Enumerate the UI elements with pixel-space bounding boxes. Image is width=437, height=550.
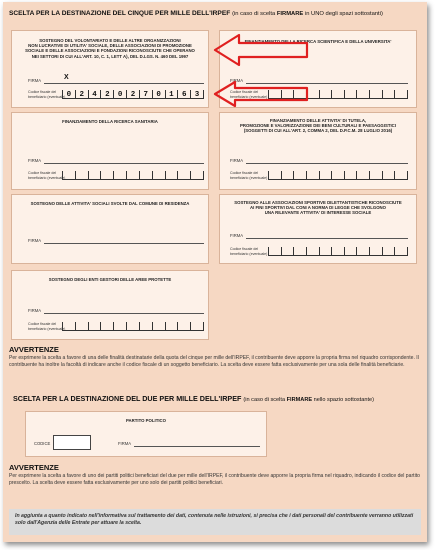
cf-digit: [113, 171, 126, 180]
avvertenze-due-heading: AVVERTENZE: [9, 463, 59, 472]
cf-digit: [268, 247, 281, 256]
box-title-ricerca-sanitaria: FINANZIAMENTO DELLA RICERCA SANITARIA: [62, 119, 158, 124]
cf-digit: [331, 90, 344, 99]
cinque-subtitle-post: in UNO degli spazi sottostanti): [303, 11, 383, 17]
cf-digit: [75, 322, 88, 331]
cf-digit: [369, 247, 382, 256]
box-comune-residenza: [11, 194, 209, 264]
cf-digit: [319, 90, 332, 99]
firma-label: FIRMA: [230, 233, 244, 238]
cf-digit: [268, 171, 281, 180]
box-title-sportive: SOSTEGNO ALLE ASSOCIAZIONI SPORTIVE DILETTANTISTICHE RICONOSCIUTE AI FINI SPORTIVI DAL CONI A NORMA DI LEGGE CHE SVOLGONO UNA RILEVANTE ATTIVITA' DI INTERESSE SOCIALE: [234, 200, 402, 216]
cf-digit: [177, 171, 190, 180]
codice-fiscale-input[interactable]: [268, 247, 408, 256]
cf-digit: 7: [139, 90, 152, 99]
cf-label: Codice fiscale del beneficiario (eventuale): [230, 90, 268, 99]
cf-digit: [293, 247, 306, 256]
box-title-aree-protette: SOSTEGNO DEGLI ENTI GESTORI DELLE AREE PROTETTE: [48, 277, 172, 282]
firma-line[interactable]: [44, 243, 204, 244]
firma-line[interactable]: [44, 313, 204, 314]
cf-digit: [177, 322, 190, 331]
firma-line[interactable]: [44, 163, 204, 164]
due-subtitle-bold: FIRMARE: [286, 397, 313, 403]
cf-label: Codice fiscale del beneficiario (eventuale): [230, 247, 268, 256]
cf-digit: [88, 171, 101, 180]
cf-digit: [139, 322, 152, 331]
cf-digit: [62, 322, 75, 331]
firma-line[interactable]: [134, 446, 260, 447]
cf-digit: [62, 171, 75, 180]
cf-digit: [152, 171, 165, 180]
cf-label: Codice fiscale del beneficiario (eventuale): [28, 90, 66, 99]
firma-label: FIRMA: [28, 78, 42, 83]
cinque-title-subtitle: [232, 11, 383, 17]
cf-digit: 4: [88, 90, 101, 99]
box-aree-protette: [11, 270, 209, 340]
cf-digit: [331, 247, 344, 256]
cf-digit: [100, 322, 113, 331]
box-title-beni-culturali: FINANZIAMENTO DELLE ATTIVITA' DI TUTELA, PROMOZIONE E VALORIZZAZIONE DEI BENI CULTURALI E PAESAGGISTICI (SOGGETTI DI CUI ALL'ART. 2, COMMA 2, DEL D.P.C.M. 28 LUGLIO 2016): [240, 118, 396, 134]
cf-digit: 0: [152, 90, 165, 99]
codice-partito-input[interactable]: [53, 435, 91, 450]
cf-digit: [394, 247, 408, 256]
due-per-mille-title: [13, 394, 374, 403]
firma-line[interactable]: [246, 163, 408, 164]
firma-label: FIRMA: [230, 158, 244, 163]
box-title-ricerca-scientifica: FINANZIAMENTO DELLA RICERCA SCIENTIFICA E DELLA UNIVERSITA': [244, 39, 392, 44]
due-title-subtitle: [243, 397, 374, 403]
cinque-title-text: SCELTA PER LA DESTINAZIONE DEL CINQUE PER MILLE DELL'IRPEF: [9, 10, 231, 17]
cf-digit: [165, 171, 178, 180]
due-title-text: SCELTA PER LA DESTINAZIONE DEL DUE PER MILLE DELL'IRPEF: [13, 394, 242, 403]
cf-digit: [344, 247, 357, 256]
cf-digit: [139, 171, 152, 180]
firma-label: FIRMA: [28, 158, 42, 163]
cf-digit: [394, 171, 408, 180]
privacy-footer-note: In aggiunta a quanto indicato nell'informativa sul trattamento dei dati, contenuta nelle istruzioni, si precisa che i dati personali del contribuente verranno utilizzati solo dall'Agenzia delle Entrate per attuare la scelta.: [9, 509, 421, 535]
cf-digit: 0: [113, 90, 126, 99]
cf-digit: [293, 171, 306, 180]
cf-digit: [190, 322, 204, 331]
cf-digit: [100, 171, 113, 180]
cf-digit: 2: [100, 90, 113, 99]
cf-digit: [165, 322, 178, 331]
avvertenze-text: Per esprimere la scelta a favore di una delle finalità destinatarie della quota del cinque per mille dell'IRPEF, il contribuente deve apporre la propria firma nel riquadro corrispondente. Il contribuente ha inoltre la facoltà di indicare anche il codice fiscale di un soggetto beneficiario. La scelta deve essere fatta esclusivamente per una sola delle finalità beneficiarie.: [9, 355, 419, 368]
box-title-volontariato: SOSTEGNO DEL VOLONTARIATO E DELLE ALTRE ORGANIZZAZIONI NON LUCRATIVE DI UTILITA' SOCIALE, DELLE ASSOCIAZIONI DI PROMOZIONE SOCIALE E DELLE ASSOCIAZIONI E FONDAZIONI RICONOSCIUTE CHE OPERANO NEI SETTORI DI CUI ALL'ART. 10, C. 1, LETT A), DEL D.LGS. N. 460 DEL 1997: [25, 38, 195, 59]
firma-line[interactable]: [44, 83, 204, 84]
cf-digit: 2: [126, 90, 139, 99]
cf-digit: [369, 171, 382, 180]
cf-label: Codice fiscale del beneficiario (eventuale): [28, 171, 66, 180]
box-title-partito: PARTITO POLITICO: [126, 418, 166, 423]
cf-digit: [356, 247, 369, 256]
cf-digit: [356, 90, 369, 99]
cf-digit: [88, 322, 101, 331]
cf-digit: [126, 322, 139, 331]
red-arrow-icon: [213, 80, 309, 108]
due-subtitle-pre: (in caso di scelta: [243, 397, 287, 403]
firma-line[interactable]: [246, 238, 408, 239]
avvertenze-heading: AVVERTENZE: [9, 345, 59, 354]
cf-digit: 2: [75, 90, 88, 99]
cinque-subtitle-pre: (in caso di scelta: [232, 11, 277, 17]
cf-digit: [319, 171, 332, 180]
cf-digit: [190, 171, 204, 180]
cf-label: Codice fiscale del beneficiario (eventuale): [230, 171, 268, 180]
cf-digit: [382, 171, 395, 180]
cf-digit: [331, 171, 344, 180]
red-arrow-icon: [213, 32, 309, 68]
cf-digit: [126, 171, 139, 180]
tax-form-sheet: [3, 2, 427, 542]
cf-digit: [344, 171, 357, 180]
firma-label: FIRMA: [230, 78, 244, 83]
cf-digit: 1: [165, 90, 178, 99]
box-partito-politico: [25, 411, 267, 457]
box-ricerca-sanitaria: [11, 112, 209, 190]
box-volontariato: [11, 30, 209, 108]
cf-digit: [306, 247, 319, 256]
cf-digit: 6: [177, 90, 190, 99]
cf-digit: [75, 171, 88, 180]
codice-fiscale-input[interactable]: [268, 171, 408, 180]
cf-label: Codice fiscale del beneficiario (eventuale): [28, 322, 66, 331]
signature-mark: X: [64, 74, 69, 81]
avvertenze-due-text: Per esprimere la scelta a favore di uno dei partiti politici beneficiari del due per mille dell'IRPEF, il contribuente deve apporre la propria firma nel riquadro, indicando il codice del partito prescelto. La scelta deve essere fatta esclusivamente per uno solo dei partiti politici beneficiari.: [9, 473, 420, 486]
box-title-comune: SOSTEGNO DELLE ATTIVITA' SOCIALI SVOLTE DAL COMUNE DI RESIDENZA: [30, 201, 190, 206]
cf-digit: [306, 171, 319, 180]
box-beni-culturali: [219, 112, 417, 190]
firma-label: FIRMA: [28, 308, 42, 313]
codice-fiscale-input[interactable]: [62, 322, 204, 331]
cf-digit: [382, 90, 395, 99]
codice-fiscale-input[interactable]: [62, 171, 204, 180]
cf-digit: 3: [190, 90, 204, 99]
codice-label: CODICE: [34, 441, 51, 446]
cf-digit: [281, 247, 294, 256]
cf-digit: [152, 322, 165, 331]
cf-digit: [344, 90, 357, 99]
cf-digit: [394, 90, 408, 99]
cf-digit: [319, 247, 332, 256]
firma-label: FIRMA: [118, 441, 132, 446]
firma-label: FIRMA: [28, 238, 42, 243]
cf-digit: [113, 322, 126, 331]
codice-fiscale-input[interactable]: [62, 90, 204, 99]
cinque-subtitle-bold: FIRMARE: [276, 11, 304, 17]
cf-digit: [281, 171, 294, 180]
box-associazioni-sportive: [219, 194, 417, 264]
cf-digit: 0: [62, 90, 75, 99]
cinque-per-mille-title: [9, 10, 421, 22]
cf-digit: [382, 247, 395, 256]
cf-digit: [369, 90, 382, 99]
due-subtitle-post: nello spazio sottostante): [312, 397, 374, 403]
cf-digit: [356, 171, 369, 180]
